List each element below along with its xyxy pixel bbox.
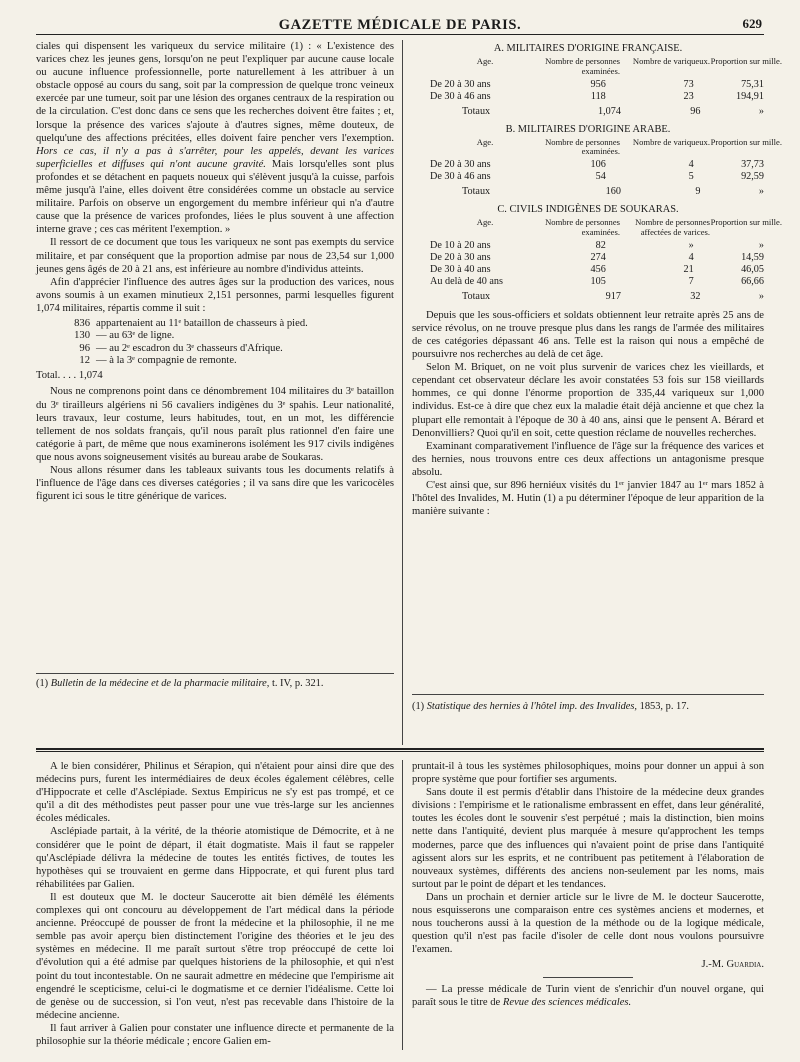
total-variqueux: 9: [695, 186, 701, 198]
table-row: [412, 264, 764, 276]
count: 130: [74, 330, 90, 342]
cell-age: De 20 à 30 ans: [430, 78, 491, 90]
column-header: Nombre de personnes examinées.: [545, 217, 620, 237]
paragraph: C'est ainsi que, sur 896 herniéux visités du 1ᵉʳ janvier 1847 au 1ᵉʳ mars 1852 à l'hôtel des Invalides, M. Hutin (1) a pu déterminer l'époque de leur apparition de la manière suivante :: [412, 480, 764, 518]
total-value: 1,074: [78, 369, 103, 381]
running-head: [36, 14, 764, 35]
paragraph: [412, 983, 764, 1009]
cell-age: De 30 à 46 ans: [430, 90, 491, 102]
paragraph: Afin d'apprécier l'influence des autres âges sur la production des varices, nous avons soumis à un examen minutieux 2,151 personnes, parmi lesquelles figurent 1,074 militaires, répartis comme il suit :: [36, 276, 394, 314]
cell-age: Au delà de 40 ans: [430, 275, 503, 287]
total-label: Totaux: [462, 186, 491, 198]
cell-proportion: 194,91: [735, 90, 764, 102]
table-header: [412, 136, 782, 158]
table-header: [412, 56, 782, 77]
column-header: Proportion sur mille.: [710, 136, 782, 147]
cell-affected: 4: [688, 251, 694, 263]
footnote-text: t. IV, p. 321.: [271, 678, 324, 689]
total-examined: 917: [605, 290, 621, 302]
table-total-row: [412, 291, 764, 303]
list-item: [36, 330, 394, 343]
divider: [543, 977, 633, 978]
paragraph-text: ciales qui dispensent les variqueux du service militaire (1) : « L'existence des varices chez les jeunes gens, lorsqu'on ne peut l'expliquer par aucune cause locale ou aucune influence professionnelle, porte naturellement à les attribuer à un obstacle opposé au cours du sang, soit par la compression de quelque tronc veineux exercée par une tumeur, soit par une lésion des organes centraux de la respiration ou de la circulation. C'est donc dans ce sens que les recherches doivent être faites ; et, lorsque la présence des varices s'ajoute à d'autres signes, même douteux, de quelqu'une des affections précitées, elles doivent faire pencher vers l'exemption.: [36, 41, 394, 144]
journal-title: GAZETTE MÉDICALE DE PARIS.: [278, 17, 522, 33]
cell-proportion: »: [758, 239, 764, 251]
paragraph: Il faut arriver à Galien pour constater une influence directe et permanente de la philosophie sur la théorie médicale ; encore Galien em-: [36, 1022, 394, 1047]
column-header: Age.: [476, 217, 494, 228]
count: 12: [79, 355, 90, 367]
italic-quote: Hors ce cas, il n'y a pas à s'arrêter, pour les appelés, devant les varices superficielles et diffuses qui n'ont aucune gravité.: [36, 145, 394, 170]
stat-table-c: [412, 204, 782, 303]
table-row: [412, 159, 764, 171]
cell-examined: 54: [595, 171, 606, 183]
column-divider: [402, 760, 403, 1050]
table-row: [412, 240, 764, 252]
cell-proportion: 66,66: [741, 275, 764, 287]
cell-proportion: 46,05: [741, 263, 764, 275]
cell-age: De 20 à 30 ans: [430, 251, 491, 263]
stat-table-a: [412, 43, 782, 118]
count: 96: [79, 342, 90, 354]
total-label: Total. . . .: [36, 369, 77, 381]
paragraph: Nous ne comprenons point dans ce dénombrement 104 militaires du 3ᵉ bataillon du 3ᵉ tirailleurs algériens ni 56 cavaliers indigènes du 3ᵉ spahis. Leur nationalité, leurs travaux, leur costume, leurs habitudes, tout, en un mot, les différencie tellement de nos soldats français, qu'il nous paraît plus rationnel d'en faire une catégorie à part, de même que nous examinerons isolément les 917 civils indigènes que nous avons soigneusement visités au bureau arabe de Soukaras.: [36, 386, 394, 463]
cell-age: De 20 à 30 ans: [430, 159, 491, 171]
cell-proportion: 14,59: [741, 251, 764, 263]
total-label: Totaux: [462, 290, 491, 302]
unit-description: — à la 3ᵉ compagnie de remonte.: [96, 355, 237, 367]
paragraph: Il ressort de ce document que tous les variqueux ne sont pas exempts du service militaire, et par conséquent que la proportion admise par nous de 23,54 sur 1,000 jeunes gens âgés de 20 à 21 ans, est inférieure au nombre d'individus atteints.: [36, 237, 394, 275]
paragraph: Depuis que les sous-officiers et soldats obtiennent leur retraite après 25 ans de service révolus, on ne trouve presque plus dans les rangs de l'armée des militaires de ces catégories dépassant 46 ans. Telle est la raison qui nous a empêché de poursuivre nos recherches au delà de cet âge.: [412, 309, 764, 361]
paragraph: Dans un prochain et dernier article sur le livre de M. le docteur Saucerotte, nous esquisserons une comparaison entre ces systèmes anciens et modernes, et nous toucherons aussi à la question de la méthode ou de la logique médicale, question qu'il n'est pas facile d'isoler de celle dont nous voulons poursuivre l'examen.: [412, 891, 764, 956]
table-title: C. CIVILS INDIGÈNES DE SOUKARAS.: [497, 204, 679, 216]
footnote-title: Statistique des hernies à l'hôtel imp. des Invalides,: [426, 701, 638, 712]
table-row: [412, 252, 764, 264]
footnote-marker: (1): [36, 678, 49, 689]
journal-name: Revue des sciences médicales.: [502, 996, 632, 1008]
section-divider: [36, 751, 764, 752]
list-item: [36, 318, 394, 331]
cell-examined: 456: [590, 263, 606, 275]
column-header: Nombre de personnes examinées.: [545, 136, 620, 157]
cell-age: De 30 à 46 ans: [430, 171, 491, 183]
footnote: [36, 673, 394, 691]
count: 836: [74, 317, 90, 329]
bottom-right-column: [412, 760, 764, 1009]
cell-age: De 10 à 20 ans: [430, 239, 491, 251]
cell-examined: 118: [590, 90, 606, 102]
cell-variqueux: 5: [688, 171, 694, 183]
column-header: Nombre de variqueux.: [632, 136, 710, 147]
total-row: [36, 370, 394, 383]
column-header: Nombre de personnes affectées de varices.: [635, 217, 710, 237]
column-header: Age.: [476, 56, 494, 66]
total-examined: 1,074: [598, 105, 621, 117]
cell-examined: 105: [590, 275, 606, 287]
paragraph: A le bien considérer, Philinus et Sérapion, qui n'étaient pour ainsi dire que des médecins purs, furent les intermédiaires de deux écoles également célèbres, celle d'Hippocrate et celle d'Asclépiade. Sextus Empiricus ne s'y est pas trompé, et ce qu'il a dit des méthodistes peut passer pour une vue très-large sur les anciennes écoles médicales.: [36, 761, 394, 825]
cell-variqueux: 23: [683, 90, 694, 102]
column-header: Nombre de variqueux.: [632, 56, 710, 66]
table-row: [412, 79, 764, 91]
table-title: A. MILITAIRES D'ORIGINE FRANÇAISE.: [493, 43, 683, 54]
paragraph: [36, 40, 394, 236]
section-divider: [36, 748, 764, 750]
paragraph: Il est douteux que M. le docteur Saucerotte ait bien démêlé les éléments complexes qui ont concouru au développement de l'art médical dans la période ancienne. Préoccupé de pousser de front la médecine et la philosophie, il ne me semble pas avoir aperçu bien distinctement l'origine des théories et le jeu des systèmes en médecine. Il me paraît surtout s'être trop préoccupé de cette loi d'évolution qui a été admise par quelques historiens de la philosophie, et qui n'est point du tout incontestable. On ne saurait admettre en médecine que l'empirisme ait engendré le scepticisme, celui-ci le dogmatisme et ce dernier l'idéalisme. Cette loi de genèse ou de succession, si l'on veut, n'est pas recevable dans l'histoire de la médecine ancienne.: [36, 891, 394, 1021]
cell-examined: 106: [590, 159, 606, 171]
footnote-marker: (1): [412, 701, 425, 712]
paragraph: Sans doute il est permis d'établir dans l'histoire de la médecine deux grandes divisions : l'empirisme et le rationalisme embrassent en effet, dans leur généralité, toutes les écoles dont le souvenir s'est perpétué ; mais la distinction, bien moins nette dans l'antiquité, devient plus marquée à mesure qu'approchent les temps modernes, parce que des influences qui n'avaient point de prise dans l'antiquité agissent alors sur les esprits, et ne contribuent pas petitement à l'élaboration de nouveaux systèmes, différents des anciens non-seulement par les noms, mais surtout par le point de départ et les tendances.: [412, 787, 764, 890]
column-header: Proportion sur mille.: [710, 217, 782, 228]
paragraph: Nous allons résumer dans les tableaux suivants tous les documents relatifs à l'influence de l'âge dans ces diverses catégories ; il va sans dire que les varicocèles figurent ici sous le titre générique de varices.: [36, 465, 394, 503]
stat-table-b: [412, 123, 782, 199]
total-label: Totaux: [462, 105, 491, 117]
left-column: [36, 40, 394, 503]
unit-description: — au 2ᵉ escadron du 3ᵉ chasseurs d'Afrique.: [96, 342, 283, 354]
table-total-row: [412, 186, 764, 198]
cell-variqueux: 4: [688, 159, 694, 171]
column-header: Proportion sur mille.: [710, 56, 782, 66]
cell-age: De 30 à 40 ans: [430, 263, 491, 275]
cell-proportion: 75,31: [741, 78, 764, 90]
table-total-row: [412, 106, 764, 118]
table-row: [412, 171, 764, 183]
paragraph: Examinant comparativement l'influence de l'âge sur la fréquence des varices et des hernies, nous trouvons entre ces deux affections un antagonisme presque absolu.: [412, 440, 764, 478]
unit-description: — au 63ᵉ de ligne.: [96, 330, 175, 342]
cell-examined: 274: [590, 251, 606, 263]
table-title: B. MILITAIRES D'ORIGINE ARABE.: [505, 123, 671, 135]
table-header: [412, 217, 782, 238]
page-number: 629: [742, 16, 762, 31]
table-row: [412, 91, 764, 103]
paragraph-text: — La presse médicale de Turin vient de s'enrichir d'un nouvel organe, qui paraît sous le titre de: [412, 983, 764, 1008]
footnote: [412, 694, 764, 714]
cell-proportion: 92,59: [741, 171, 764, 183]
cell-affected: 7: [688, 275, 694, 287]
total-examined: 160: [605, 186, 621, 198]
column-header: Age.: [476, 136, 494, 147]
paragraph: Asclépiade partait, à la vérité, de la théorie atomistique de Démocrite, et à ne considérer que le point de départ, il était dogmatiste. Mais il faut se rappeler qu'Asclépiade délivra la médecine de toutes les entités fictives, de toutes les hypothèses qui se trouvaient en germe dans Hippocrate, et qui furent plus tard réhabilitées par Galien.: [36, 826, 394, 890]
total-affected: 32: [690, 290, 701, 302]
author-signature: J.-M. Guardia.: [701, 959, 764, 971]
cell-examined: 82: [595, 239, 606, 251]
cell-affected: 21: [683, 263, 694, 275]
cell-proportion: 37,73: [741, 159, 764, 171]
footnote-title: Bulletin de la médecine et de la pharmacie militaire,: [50, 678, 270, 689]
paragraph-text: Mais lorsqu'elles sont plus profondes et se détachent en paquets noueux qui s'élèvent jusqu'à la cuisse, parfois même jusqu'à l'aine, elles doivent être considérées comme un obstacle au service militaire. Parfois on observe un engorgement du membre inférieur qui n'a d'autre cause que la présence de varices profondes, liées le plus souvent à une affection interne grave ; ces cas méritent l'exemption. »: [36, 158, 395, 236]
column-divider: [402, 40, 403, 745]
list-item: [36, 343, 394, 356]
footnote-text: 1853, p. 17.: [639, 701, 689, 712]
paragraph: Selon M. Briquet, on ne voit plus survenir de varices chez les vieillards, et cependant cet observateur déclare les avoir constatées 53 fois sur 158 vieillards hommes, ce qui donne l'énorme proportion de 335,44 variqueux sur 1,000 individus. Est-ce à dire que chez eux la maladie était déjà ancienne et que chez la plupart elle remontait à l'époque de 30 à 40 ans, ainsi que le pensent A. Bérard et Denonvilliers? Quoi qu'il en soit, cette question réclame de nouvelles recherches.: [412, 362, 764, 439]
total-proportion: »: [758, 186, 764, 198]
cell-affected: »: [688, 239, 694, 251]
total-proportion: »: [758, 290, 764, 302]
column-header: Nombre de personnes examinées.: [545, 56, 620, 76]
bottom-left-column: [36, 760, 394, 1048]
table-row: [412, 276, 764, 288]
paragraph: pruntait-il à tous les systèmes philosophiques, moins pour donner un appui à son propre système que pour fortifier ses arguments.: [412, 761, 764, 786]
right-column: [412, 40, 782, 518]
total-proportion: »: [758, 105, 764, 117]
list-item: [36, 355, 394, 368]
unit-description: appartenaient au 11ᵉ bataillon de chasseurs à pied.: [96, 317, 308, 329]
cell-examined: 956: [590, 78, 606, 90]
cell-variqueux: 73: [683, 78, 694, 90]
military-list: [36, 318, 394, 383]
total-variqueux: 96: [690, 105, 701, 117]
